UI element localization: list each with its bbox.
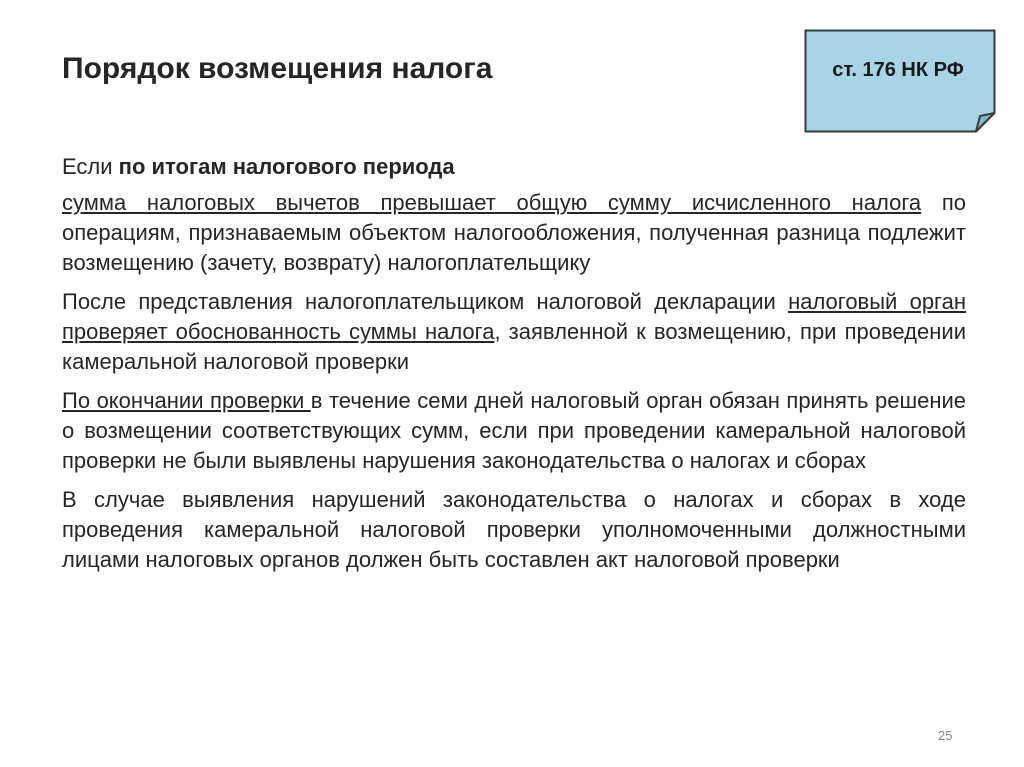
p3-lead: После представления налогоплательщиком налоговой декларации	[62, 289, 789, 314]
page-number: 25	[938, 728, 953, 743]
p1-bold: по итогам налогового периода	[118, 154, 455, 179]
p4-underlined: По окончании проверки	[62, 388, 311, 413]
paragraph-2	[62, 188, 966, 278]
p1-lead: Если	[62, 154, 119, 179]
paragraph-4	[62, 386, 966, 476]
slide-body	[62, 152, 966, 584]
p3-rest: , заявленной к возмещению, при проведении камеральной налоговой проверки	[62, 319, 966, 374]
paragraph-1	[62, 152, 966, 182]
p2-rest: по операциям, признаваемым объектом налогообложения, полученная разница подлежит возмещению (зачету, возврату) налогоплательщику	[62, 190, 966, 275]
paragraph-5: В случае выявления нарушений законодательства о налогах и сборах в ходе проведения камеральной налоговой проверки уполномоченными должностными лицами налоговых органов должен быть составлен акт налоговой проверки	[62, 487, 966, 572]
paragraph-3	[62, 287, 966, 377]
p2-underlined: сумма налоговых вычетов превышает общую сумму исчисленного налога	[62, 190, 922, 215]
law-reference-note	[804, 29, 996, 133]
note-label: ст. 176 НК РФ	[832, 59, 964, 81]
p3-underlined: налоговый орган проверяет обоснованность суммы налога	[62, 289, 966, 344]
p4-rest: в течение семи дней налоговый орган обязан принять решение о возмещении соответствующих сумм, если при проведении камеральной налоговой проверки не были выявлены нарушения законодательства о налогах и сборах	[62, 388, 967, 473]
page-title: Порядок возмещения налога	[62, 52, 493, 85]
